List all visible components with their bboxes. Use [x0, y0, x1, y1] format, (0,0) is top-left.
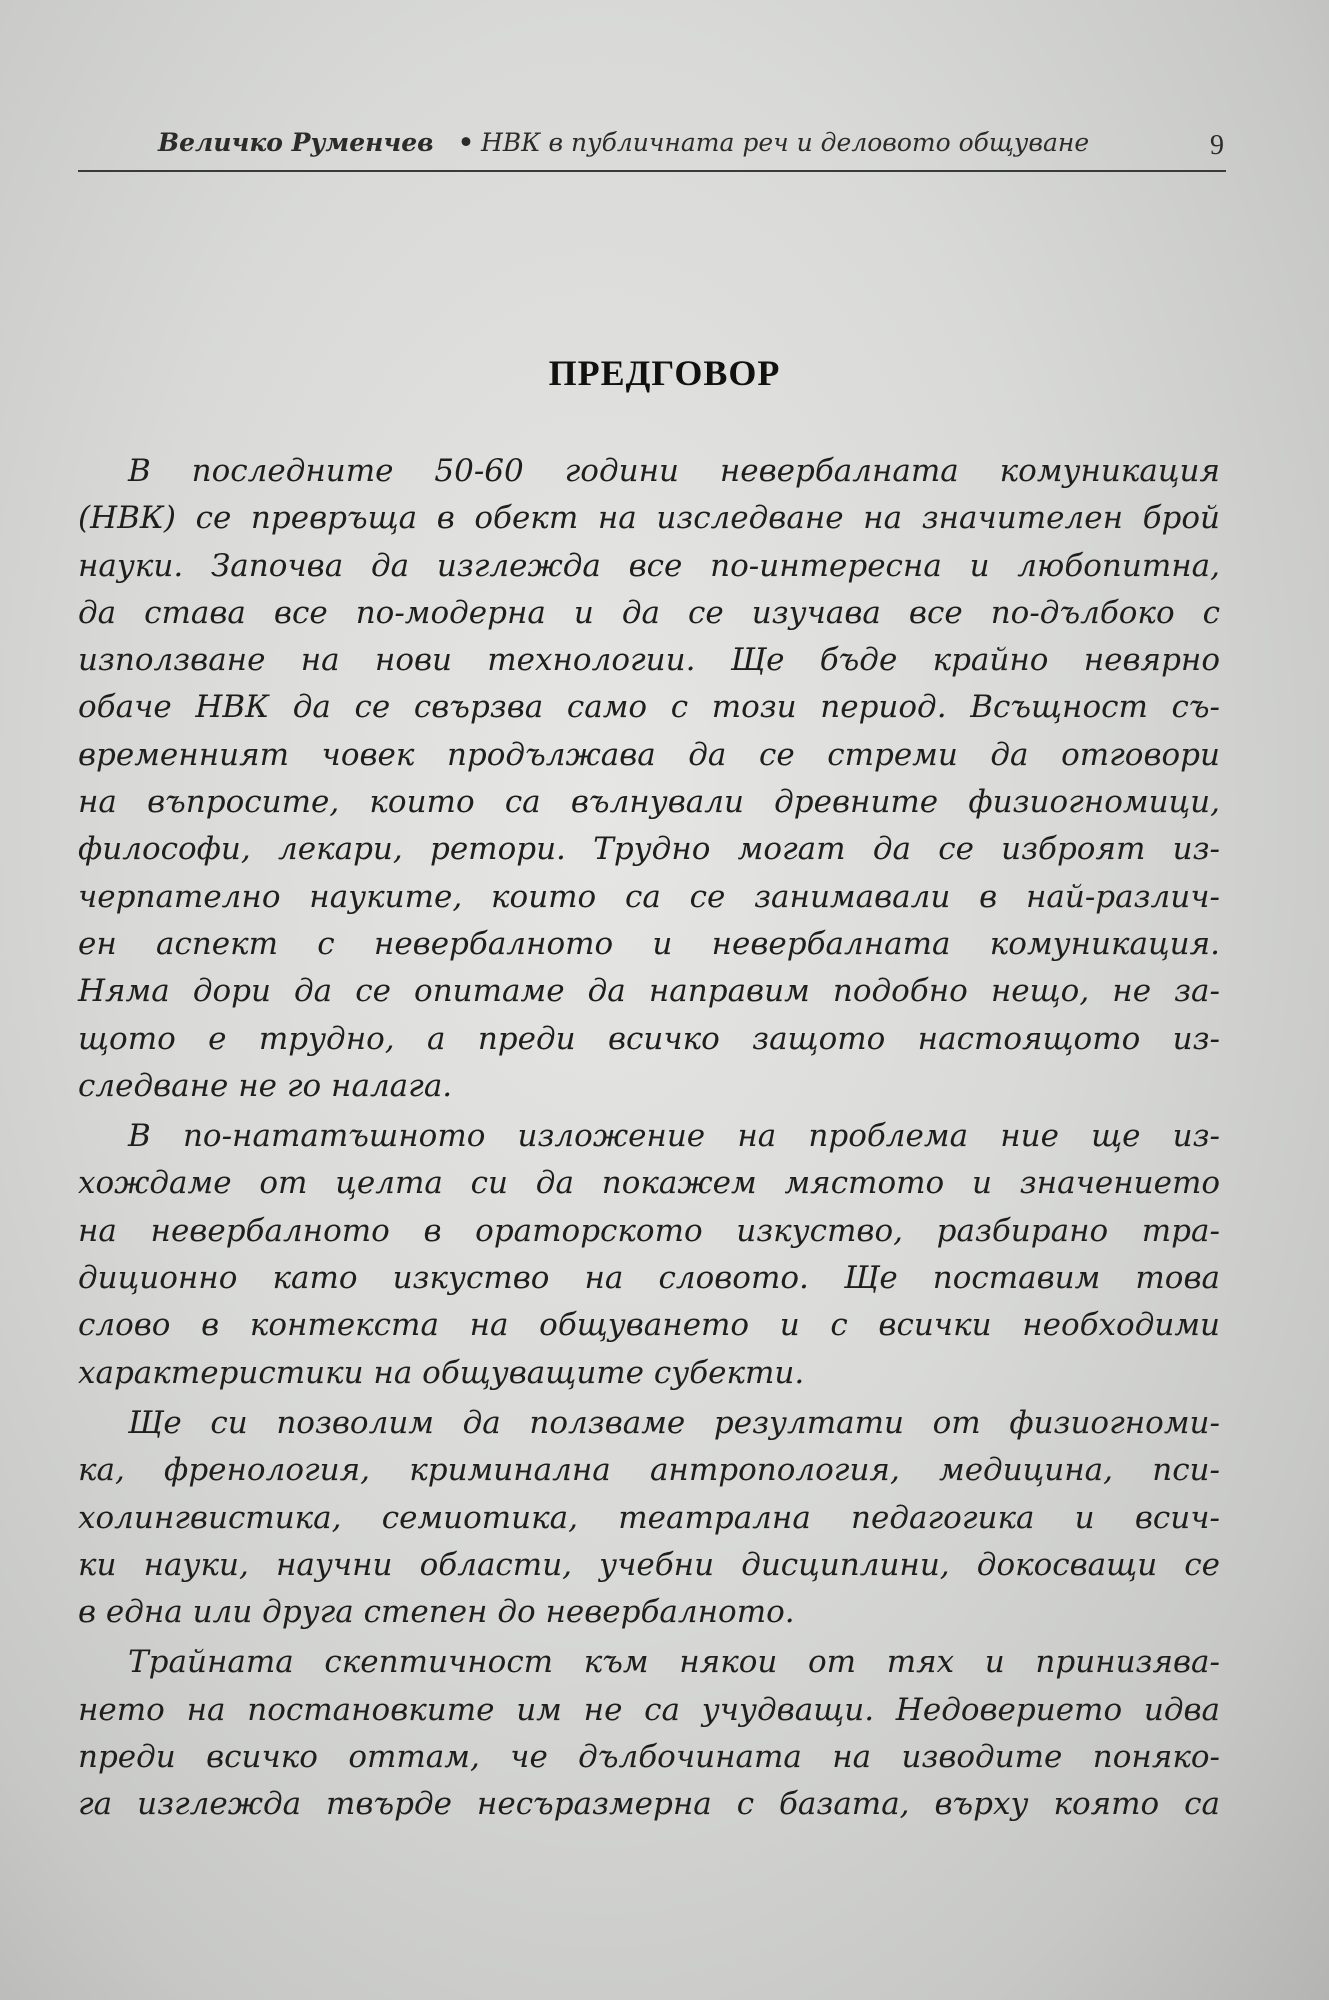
text-line: следване не го налага. [78, 1067, 453, 1104]
text-line: временният човек продължава да се стреми да отговори [78, 736, 1220, 773]
text-line: ка, френология, криминална антропология, медицина, пси- [78, 1452, 1220, 1489]
text-line: нето на постановките им не са учудващи. Недоверието идва [78, 1691, 1220, 1728]
text-line: Ще си позволим да ползваме резултати от физиогноми- [128, 1404, 1220, 1441]
text-line: слово в контекста на общуването и с всички необходими [78, 1307, 1220, 1344]
text-line: науки. Започва да изглежда все по-интересна и любопитна, [78, 547, 1220, 584]
text-line: хождаме от целта си да покажем мястото и значението [78, 1165, 1220, 1202]
text-line: щото е трудно, а преди всичко защото настоящото из- [78, 1020, 1220, 1057]
header-author: Величко Руменчев [158, 128, 434, 157]
chapter-heading: ПРЕДГОВОР [548, 353, 781, 393]
text-line: използване на нови технологии. Ще бъде крайно невярно [78, 642, 1220, 679]
header-separator: • [458, 128, 474, 157]
text-line: преди всичко оттам, че дълбочината на изводите поняко- [78, 1739, 1220, 1776]
text-line: ки науки, научни области, учебни дисциплини, докосващи се [78, 1546, 1220, 1583]
text-line: черпателно науките, които са се занимавали в най-различ- [78, 878, 1220, 915]
text-line: га изглежда твърде несъразмерна с базата, върху която са [78, 1786, 1220, 1823]
body-text [78, 448, 1220, 1829]
text-line: философи, лекари, ретори. Трудно могат да се изброят из- [78, 831, 1220, 868]
text-line: в една или друга степен до невербалното. [78, 1594, 795, 1631]
text-line: обаче НВК да се свързва само с този период. Всъщност съ- [78, 689, 1220, 726]
page-number: 9 [1210, 130, 1224, 161]
text-line: характеристики на общуващите субекти. [78, 1354, 805, 1391]
text-line: Няма дори да се опитаме да направим подобно нещо, не за- [78, 973, 1220, 1010]
text-line: холингвистика, семиотика, театрална педагогика и всич- [78, 1499, 1220, 1536]
text-line: диционно като изкуство на словото. Ще поставим това [78, 1260, 1220, 1297]
running-header [78, 124, 1226, 172]
text-line: Трайната скептичност към някои от тях и принизява- [128, 1644, 1220, 1681]
text-line: на въпросите, които са вълнували древните физиогномици, [78, 784, 1220, 821]
text-line: ен аспект с невербалното и невербалната комуникация. [78, 925, 1220, 962]
text-line: В последните 50-60 години невербалната комуникация [128, 453, 1220, 489]
text-line: (НВК) се превръща в обект на изследване на значителен брой [78, 500, 1220, 537]
text-line: В по-нататъшното изложение на проблема ние ще из- [128, 1118, 1220, 1155]
text-line: да става все по-модерна и да се изучава все по-дълбоко с [78, 594, 1220, 631]
header-book-title: НВК в публичната реч и деловото общуване [481, 128, 1090, 157]
text-line: на невербалното в ораторското изкуство, разбирано тра- [78, 1212, 1220, 1249]
